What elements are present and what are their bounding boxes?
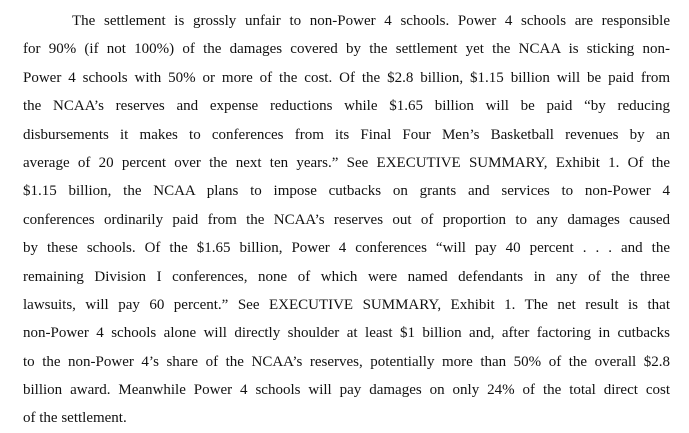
paragraph-line: by these schools. Of the $1.65 billion, Power 4 conferences “will pay 40 percent . . . and the [23, 240, 670, 257]
paragraph-line: the NCAA’s reserves and expense reductions while $1.65 billion will be paid “by reducing [23, 98, 670, 115]
paragraph-line: to the non-Power 4’s share of the NCAA’s reserves, potentially more than 50% of the overall $2.8 [23, 353, 670, 370]
paragraph-line: lawsuits, will pay 60 percent.” See EXECUTIVE SUMMARY, Exhibit 1. The net result is that [23, 296, 670, 313]
paragraph-line: average of 20 percent over the next ten years.” See EXECUTIVE SUMMARY, Exhibit 1. Of the [23, 154, 670, 171]
paragraph-line: for 90% (if not 100%) of the damages covered by the settlement yet the NCAA is sticking non- [23, 41, 670, 58]
paragraph-line: The settlement is grossly unfair to non-Power 4 schools. Power 4 schools are responsible [72, 13, 670, 29]
paragraph-line: $1.15 billion, the NCAA plans to impose cutbacks on grants and services to non-Power 4 [23, 183, 670, 200]
paragraph-line: remaining Division I conferences, none of which were named defendants in any of the three [23, 268, 670, 285]
paragraph-line: disbursements it makes to conferences from its Final Four Men’s Basketball revenues by an [23, 126, 670, 143]
paragraph-line: billion award. Meanwhile Power 4 schools will pay damages on only 24% of the total direct cost [23, 382, 670, 399]
paragraph-line: non-Power 4 schools alone will directly shoulder at least $1 billion and, after factoring in cutbacks [23, 325, 670, 342]
paragraph-line: of the settlement. [23, 410, 127, 427]
paragraph-line: conferences ordinarily paid from the NCAA’s reserves out of proportion to any damages caused [23, 211, 670, 228]
paragraph-line: Power 4 schools with 50% or more of the cost. Of the $2.8 billion, $1.15 billion will be paid from [23, 69, 670, 86]
settlement-paragraph [23, 7, 679, 433]
